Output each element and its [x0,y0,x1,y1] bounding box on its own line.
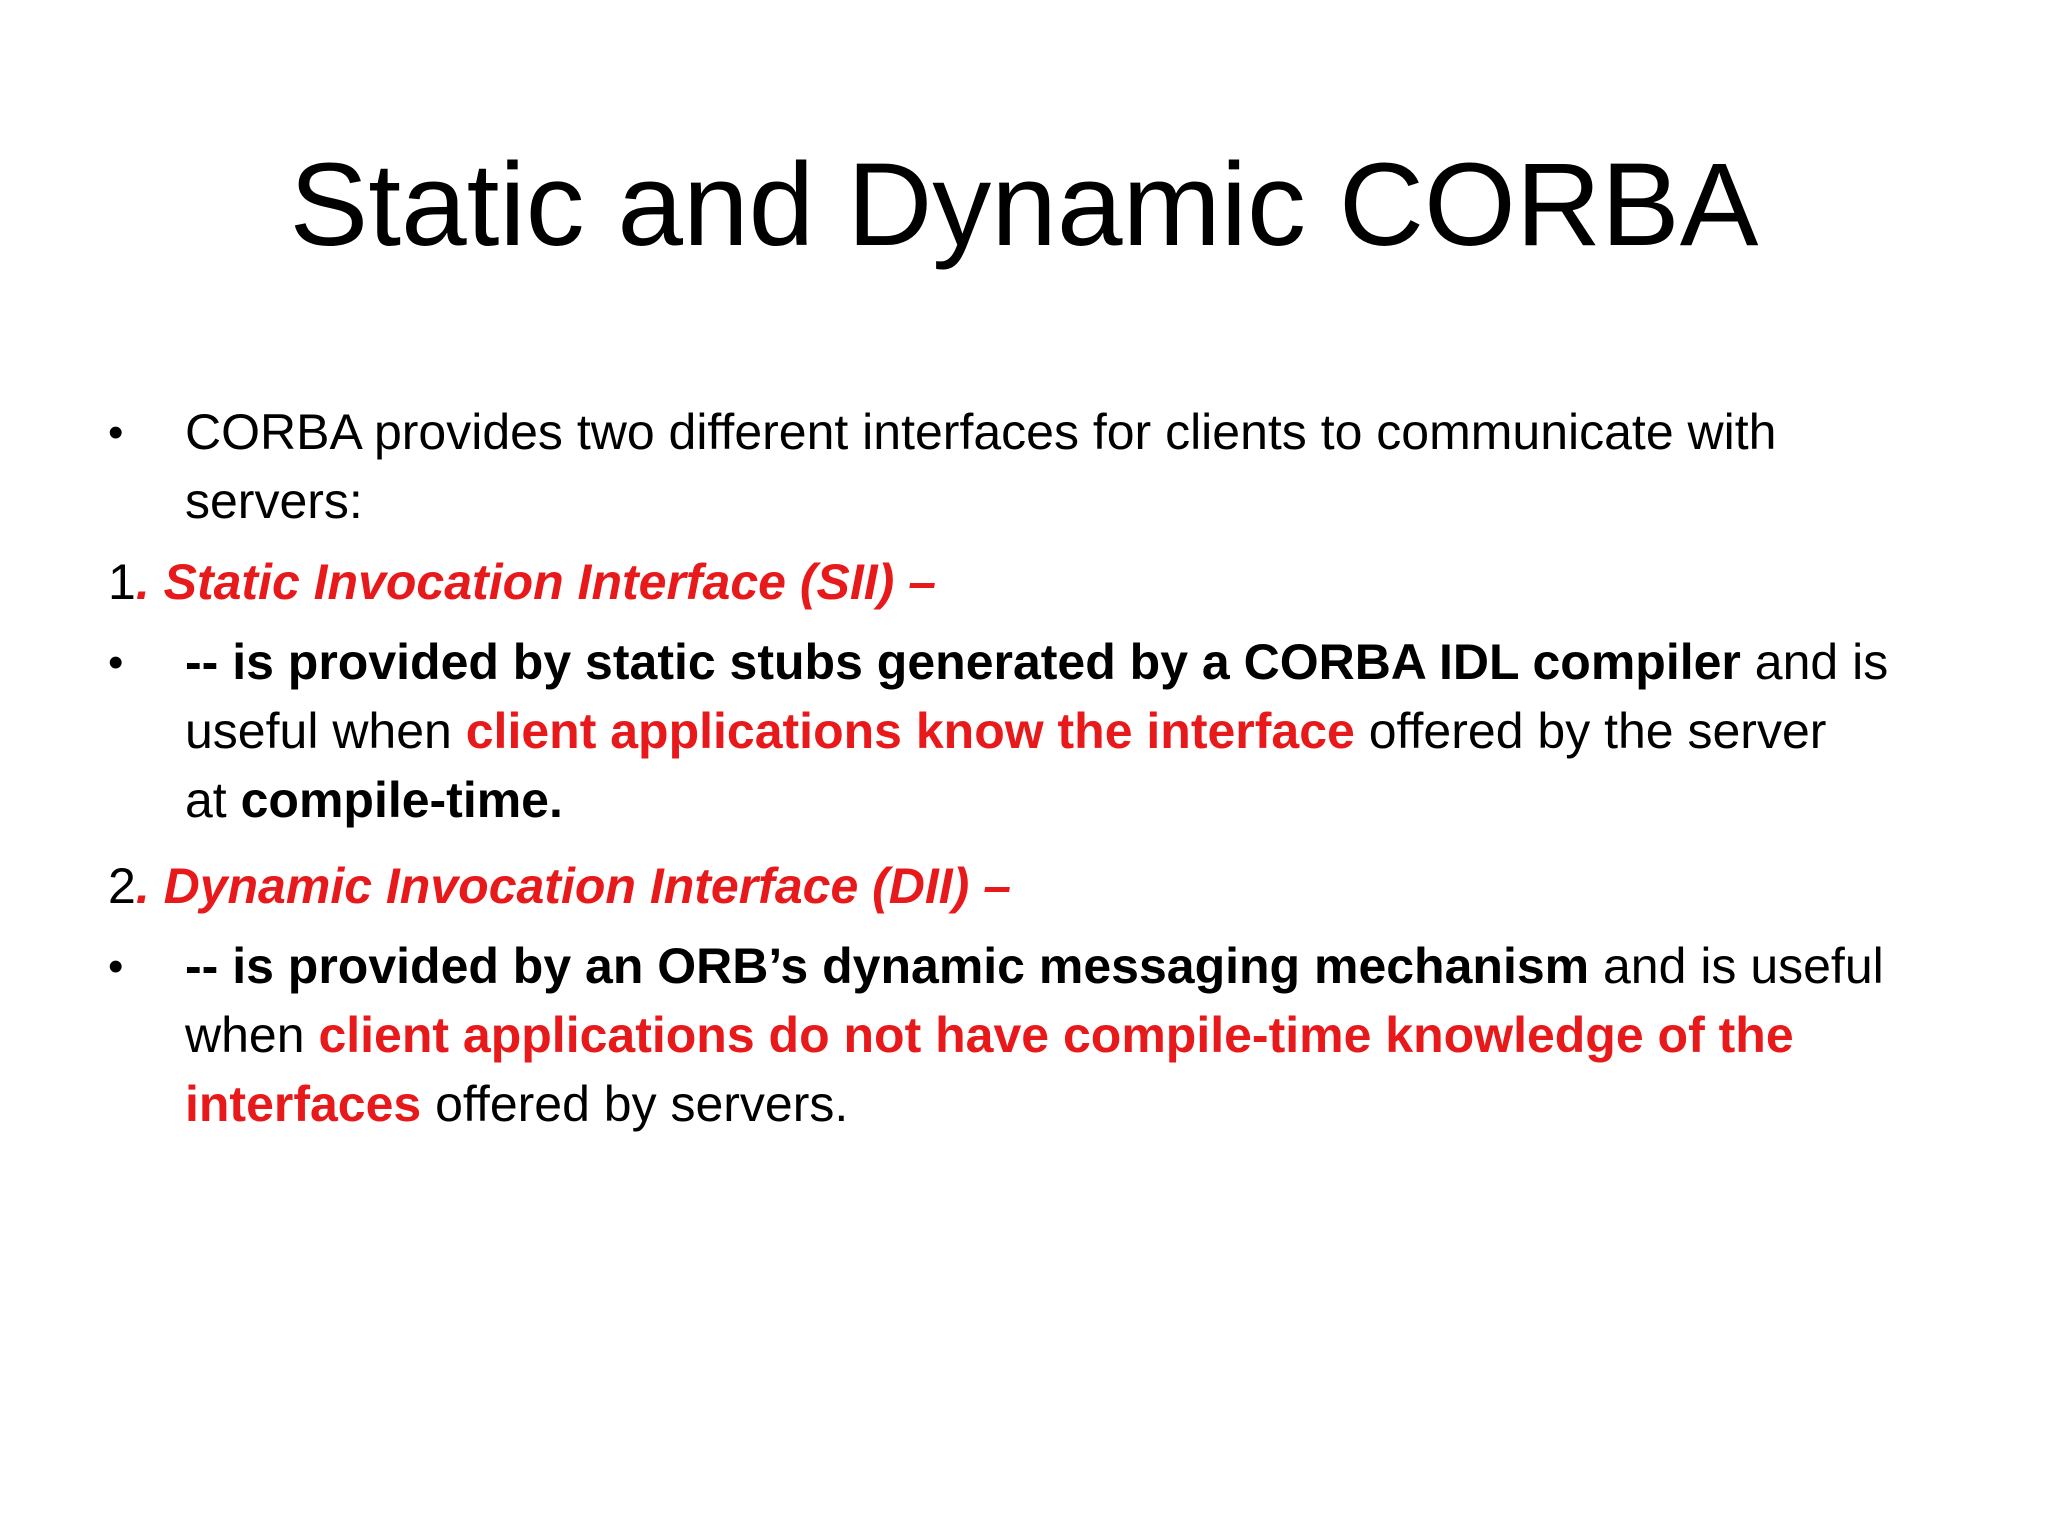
item1-line2-rest: offered by the server [1354,703,1827,759]
item2-heading-text: . Dynamic Invocation Interface (DII) – [135,858,1012,914]
item1-line-1 [185,628,1945,697]
item1-line1-rest: and is [1740,634,1889,690]
item2-line1-rest: and is useful [1589,938,1884,994]
item2-line-1 [185,932,1945,1001]
bullet-icon: • [108,408,124,457]
item2-line-3 [185,1070,1945,1139]
item2-bold-phrase: -- is provided by an ORB’s dynamic messaging mechanism [185,938,1590,994]
item1-line2-start: useful when [185,703,466,759]
item2-red-phrase: client applications do not have compile-time knowledge of the [318,1007,1794,1063]
item1-compile-time: compile-time. [240,772,563,828]
intro-text [185,398,1945,536]
bullet-icon: • [108,638,124,687]
item2-line3-rest: offered by servers. [421,1076,849,1132]
slide-title: Static and Dynamic CORBA [289,139,1759,271]
item1-line-3 [185,766,1945,835]
item1-line3-start: at [185,772,241,828]
item2-red-interfaces: interfaces [185,1076,422,1132]
item2-text [185,932,1945,1139]
item1-bold-phrase: -- is provided by static stubs generated by a CORBA IDL compiler [185,634,1741,690]
item1-text [185,628,1945,835]
item2-number: 2 [108,858,136,914]
intro-line-2: servers: [185,473,363,529]
item1-number: 1 [108,554,136,610]
item2-line-2 [185,1001,1945,1070]
item1-line-2 [185,697,1945,766]
intro-line-1: CORBA provides two different interfaces for clients to communicate with [185,404,1777,460]
item2-line2-start: when [185,1007,319,1063]
bullet-icon: • [108,942,124,991]
item1-red-phrase: client applications know the interface [465,703,1355,759]
item1-heading-text: . Static Invocation Interface (SII) – [135,554,937,610]
